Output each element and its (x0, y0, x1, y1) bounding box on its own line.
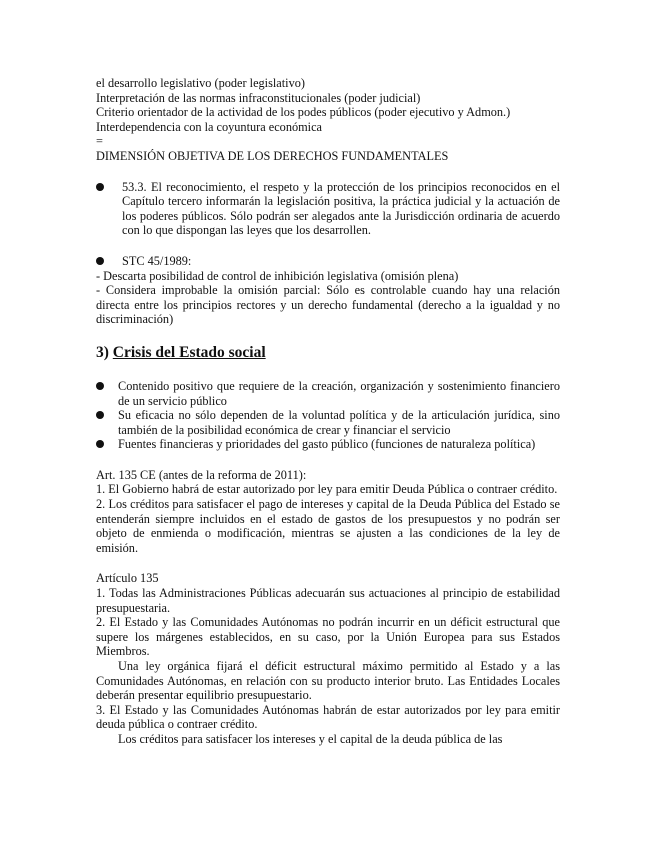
bullet-icon (96, 257, 104, 265)
equals-sign: = (96, 134, 103, 149)
dimension-heading: DIMENSIÓN OBJETIVA DE LOS DERECHOS FUNDAMENTALES (96, 148, 449, 163)
bullet-icon (96, 382, 104, 390)
stc-title: STC 45/1989: (122, 253, 192, 268)
bullet-icon (96, 440, 104, 448)
art135-old-p2: 2. Los créditos para satisfacer el pago de intereses y capital de la Deuda Pública del Estado se entenderán siempre incluidos en el estado de gastos de los presupuestos y no podrán ser objeto de enmienda o modificación, mientras se ajusten a las condiciones de la ley de emisión. (96, 497, 560, 555)
section-title: Crisis del Estado social (112, 343, 266, 361)
art135-old (96, 468, 560, 556)
section-heading (96, 343, 560, 363)
list-item-text: Fuentes financieras y prioridades del gasto público (funciones de naturaleza política) (118, 437, 536, 452)
text-line: Interpretación de las normas infraconstitucionales (poder judicial) (96, 90, 421, 105)
art135-new-title: Artículo 135 (96, 571, 159, 586)
art135-new-p3b: Los créditos para satisfacer los intereses y el capital de la deuda pública de las (118, 731, 503, 746)
article-53-text: 53.3. El reconocimiento, el respeto y la protección de los principios reconocidos en el Capítulo tercero informarán la legislación positiva, la práctica judicial y la actuación de los poderes públicos. Sólo podrán ser alegados ante la Jurisdicción ordinaria de acuerdo con lo que dispongan las leyes que los desarrollen. (122, 179, 560, 238)
document-page (96, 76, 560, 747)
list-item-text: Su eficacia no sólo dependen de la voluntad política y de la articulación jurídica, sino también de la posibilidad económica de crear y financiar el servicio (118, 408, 560, 437)
section-number: 3) (96, 343, 109, 361)
article-53-list (96, 180, 560, 238)
list-item (96, 254, 560, 269)
art135-new-p1: 1. Todas las Administraciones Públicas adecuarán sus actuaciones al principio de estabilidad presupuestaria. (96, 586, 560, 615)
intro-lines (96, 76, 560, 164)
list-item (96, 180, 560, 238)
list-item (96, 379, 560, 408)
stc-list (96, 254, 560, 269)
art135-new (96, 571, 560, 746)
bullet-icon (96, 183, 104, 191)
bullet-icon (96, 411, 104, 419)
art135-new-p2b: Una ley orgánica fijará el déficit estructural máximo permitido al Estado y a las Comunidades Autónomas, en relación con su producto interior bruto. Las Entidades Locales deberán presentar equilibrio presupuestario. (96, 659, 560, 703)
list-item (96, 408, 560, 437)
art135-new-p2: 2. El Estado y las Comunidades Autónomas no podrán incurrir en un déficit estructural que supere los márgenes establecidos, en su caso, por la Unión Europea para sus Estados Miembros. (96, 615, 560, 659)
list-item (96, 437, 560, 452)
stc-line: - Descarta posibilidad de control de inhibición legislativa (omisión plena) (96, 268, 459, 283)
text-line: Criterio orientador de la actividad de los podes públicos (poder ejecutivo y Admon.) (96, 105, 511, 120)
list-item-text: Contenido positivo que requiere de la creación, organización y sostenimiento financiero de un servicio público (118, 378, 560, 408)
art135-new-p3: 3. El Estado y las Comunidades Autónomas habrán de estar autorizados por ley para emitir deuda pública o contraer crédito. (96, 702, 560, 732)
text-line: el desarrollo legislativo (poder legislativo) (96, 76, 305, 90)
art135-old-p1: 1. El Gobierno habrá de estar autorizado por ley para emitir Deuda Pública o contraer crédito. (96, 482, 558, 497)
stc-line: - Considera improbable la omisión parcial: Sólo es controlable cuando hay una relación directa entre los principios rectores y un derecho fundamental (derecho a la igualdad y no discriminación) (96, 283, 560, 327)
art135-old-title: Art. 135 CE (antes de la reforma de 2011): (96, 467, 307, 482)
text-line: Interdependencia con la coyuntura económica (96, 119, 323, 134)
section3-bullets (96, 379, 560, 452)
